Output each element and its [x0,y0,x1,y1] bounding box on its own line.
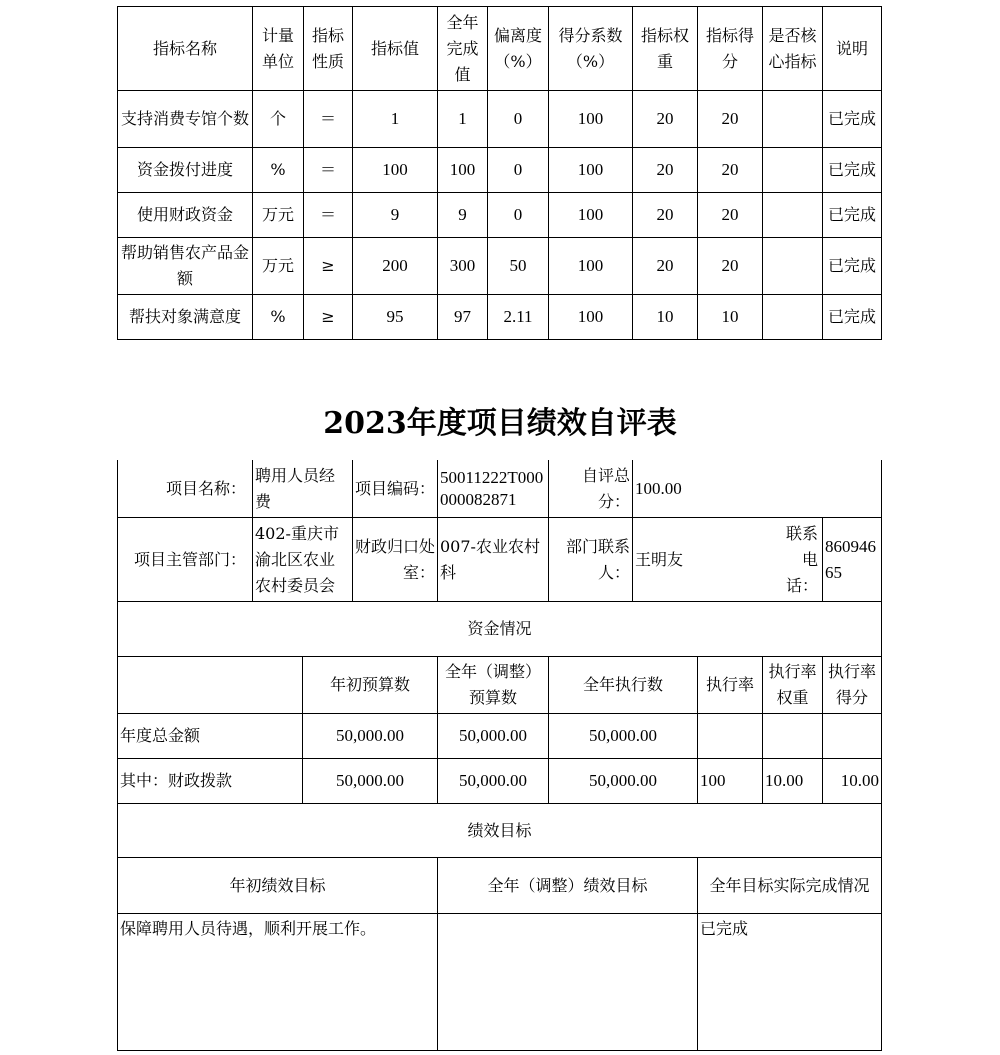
header-cell: 计量单位 [261,25,294,71]
funds-row-label: 年度总金额 [120,726,201,745]
weight: 20 [656,160,674,179]
nature: ≥ [321,256,335,275]
unit: % [270,307,286,326]
indicator-name: 支持消费专馆个数 [120,109,249,128]
funds-header-cell: 执行率得分 [827,662,876,707]
funds-header-cell: 执行率 [705,675,754,694]
dept-label: 项目主管部门： [133,549,246,569]
header-cell: 得分系数（%） [558,25,623,71]
deviation: 50 [509,256,527,275]
header-cell: 指标性质 [311,25,344,71]
note: 已完成 [827,256,876,275]
unit: % [270,160,286,179]
rate-weight [763,714,822,758]
score: 20 [721,256,739,275]
funds-header-cell: 全年（调整）预算数 [444,662,541,707]
header-cell: 偏离度（%） [493,25,542,71]
goals-header-cell: 全年目标实际完成情况 [709,875,870,895]
header-cell: 指标名称 [152,38,217,58]
nature: ＝ [319,205,336,224]
adjusted-goal [438,916,697,1050]
project-code-value: 50011222T000000082871 [440,468,544,509]
deviation: 0 [513,205,523,224]
unit: 万元 [261,205,294,224]
actual-value: 300 [449,256,476,275]
note: 已完成 [827,160,876,179]
project-name-value: 聘用人员经费 [255,466,336,511]
deviation: 2.11 [503,307,533,326]
indicator-name: 帮扶对象满意度 [128,307,241,326]
table-line [881,6,882,340]
indicator-name: 帮助销售农产品金额 [120,243,249,288]
adjusted-budget: 50,000.00 [459,771,527,790]
contact-value: 王明友 [635,549,684,569]
goal-completion: 已完成 [700,919,749,938]
header-cell: 指标权重 [640,25,689,71]
nature: ＝ [319,160,336,179]
initial-budget: 50,000.00 [336,726,404,745]
office-label: 财政归口处室： [355,536,436,582]
weight: 20 [656,205,674,224]
executed-amount: 50,000.00 [589,771,657,790]
score-coefficient: 100 [577,160,604,179]
table-line [117,1050,882,1051]
deviation: 0 [513,160,523,179]
table-line [881,460,882,1051]
score-coefficient: 100 [577,109,604,128]
target-value: 1 [390,109,400,128]
is-core [763,238,822,294]
adjusted-budget: 50,000.00 [459,726,527,745]
funds-section-title: 资金情况 [467,619,532,638]
is-core [763,295,822,339]
target-value: 100 [382,160,408,179]
project-code-label: 项目编码： [355,479,436,498]
dept-value: 402-重庆市渝北区农业农村委员会 [255,523,339,595]
weight: 20 [656,109,674,128]
score-coefficient: 100 [577,307,604,326]
header-cell: 全年完成值 [446,12,479,84]
table-line [117,339,882,340]
score: 20 [721,160,739,179]
target-value: 95 [386,307,404,326]
phone-value: 86094665 [825,536,876,582]
score-coefficient: 100 [577,256,604,275]
weight: 10 [656,307,674,326]
is-core [763,91,822,147]
office-value: 007-农业农村科 [440,536,540,582]
score-coefficient: 100 [577,205,604,224]
unit: 个 [269,109,286,128]
actual-value: 9 [458,205,467,224]
actual-value: 97 [454,307,471,326]
project-name-label: 项目名称： [165,479,246,498]
nature: ≥ [321,307,335,326]
deviation: 0 [513,109,523,128]
funds-header-cell: 执行率权重 [768,662,817,707]
nature: ＝ [319,109,336,128]
score: 10 [721,307,739,326]
note: 已完成 [827,109,876,128]
header-cell: 是否核心指标 [768,25,817,71]
executed-amount: 50,000.00 [589,726,657,745]
target-value: 200 [382,256,408,275]
funds-row-label: 其中：财政拨款 [120,771,233,790]
goals-section-title: 绩效目标 [467,820,532,840]
table-line [117,913,882,914]
indicator-name: 资金拨付进度 [136,160,233,179]
unit: 万元 [261,256,294,275]
score: 20 [721,109,739,128]
is-core [763,148,822,192]
note: 已完成 [827,205,876,224]
rate-score [823,714,881,758]
score: 20 [721,205,739,224]
header-cell: 指标得分 [705,25,754,71]
page-title: 2023年度项目绩效自评表 [323,406,677,441]
rate-weight: 10.00 [765,771,804,790]
goals-header-cell: 全年（调整）绩效目标 [487,875,648,895]
initial-goal: 保障聘用人员待遇，顺利开展工作。 [120,919,377,938]
target-value: 9 [390,205,400,224]
initial-budget: 50,000.00 [336,771,404,790]
self-score-label: 自评总分： [581,466,630,511]
goals-header-cell: 年初绩效目标 [229,875,326,895]
is-core [763,193,822,237]
actual-value: 1 [458,109,467,128]
funds-header-cell [118,657,302,713]
header-cell: 说明 [835,38,868,58]
actual-value: 100 [449,160,476,179]
contact-label: 部门联系人： [565,536,630,582]
note: 已完成 [827,307,876,326]
indicator-name: 使用财政资金 [136,205,233,224]
self-score-value: 100.00 [635,479,682,498]
execution-rate [698,714,762,758]
funds-header-cell: 全年执行数 [582,675,663,694]
execution-rate: 100 [700,771,726,790]
rate-score: 10.00 [840,771,879,790]
funds-header-cell: 年初预算数 [329,675,410,694]
header-cell: 指标值 [370,38,419,58]
phone-label: 联系电话： [785,523,818,595]
weight: 20 [656,256,674,275]
